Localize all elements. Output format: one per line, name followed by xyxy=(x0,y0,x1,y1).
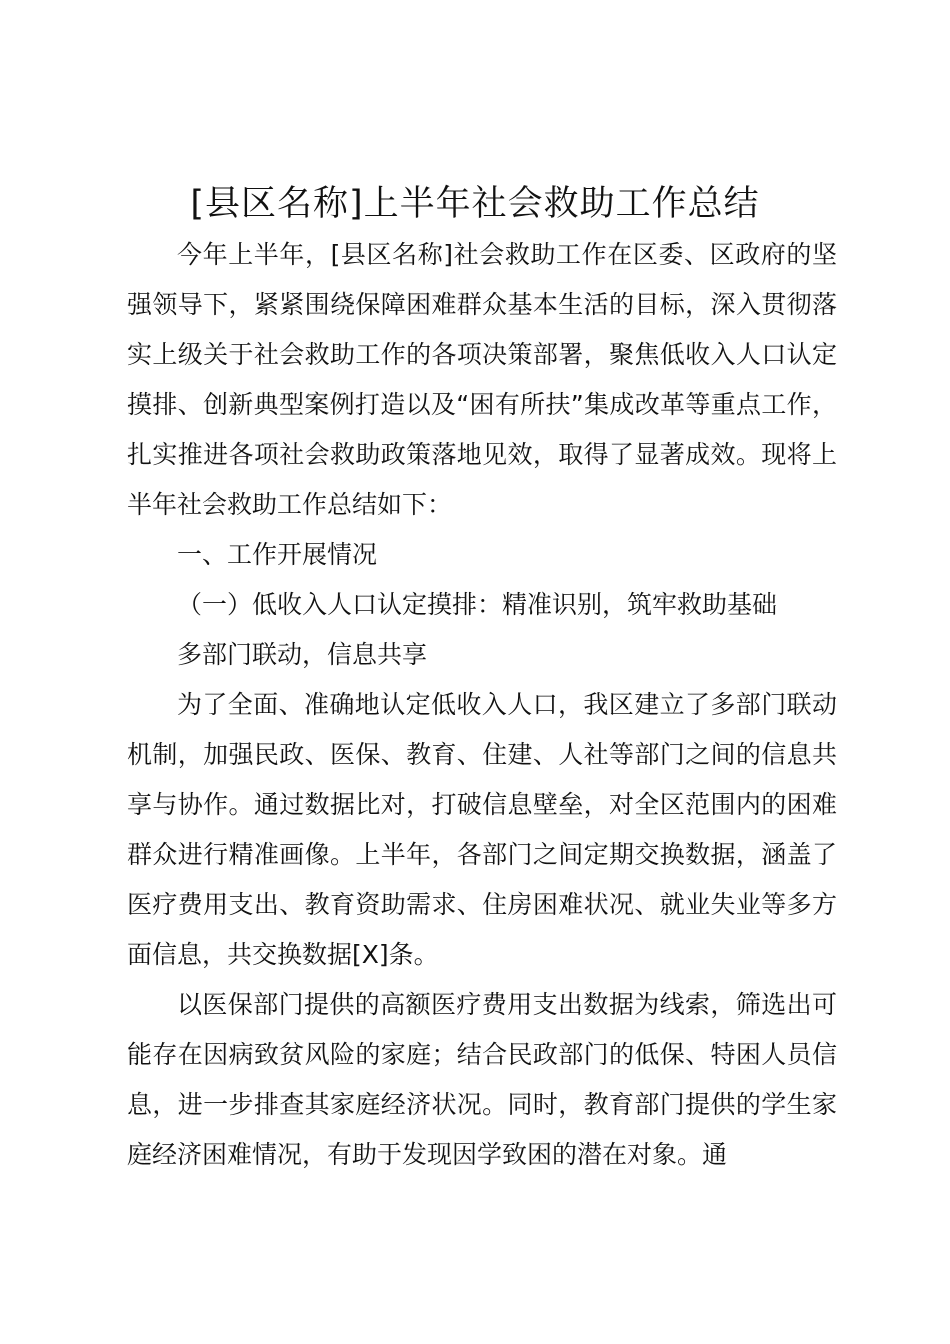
topic-heading: 多部门联动，信息共享 xyxy=(177,640,428,669)
document-body xyxy=(127,230,837,1180)
document-title: [县区名称]上半年社会救助工作总结 xyxy=(190,184,760,224)
body-paragraph: 以医保部门提供的高额医疗费用支出数据为线索，筛选出可能存在因病致贫风险的家庭；结合民政部门的低保、特困人员信息，进一步排查其家庭经济状况。同时，教育部门提供的学生家庭经济困难情况，有助于发现因学致困的潜在对象。通 xyxy=(127,990,837,1169)
intro-paragraph: 今年上半年，[县区名称]社会救助工作在区委、区政府的坚强领导下，紧紧围绕保障困难群众基本生活的目标，深入贯彻落实上级关于社会救助工作的各项决策部署，聚焦低收入人口认定摸排、创新典型案例打造以及“困有所扶”集成改革等重点工作，扎实推进各项社会救助政策落地见效，取得了显著成效。现将上半年社会救助工作总结如下： xyxy=(127,240,837,519)
body-paragraph: 为了全面、准确地认定低收入人口，我区建立了多部门联动机制，加强民政、医保、教育、住建、人社等部门之间的信息共享与协作。通过数据比对，打破信息壁垒，对全区范围内的困难群众进行精准画像。上半年，各部门之间定期交换数据，涵盖了医疗费用支出、教育资助需求、住房困难状况、就业失业等多方面信息，共交换数据[X]条。 xyxy=(127,690,837,969)
subsection-heading: （一）低收入人口认定摸排：精准识别，筑牢救助基础 xyxy=(177,590,778,619)
section-heading: 一、工作开展情况 xyxy=(177,540,378,569)
